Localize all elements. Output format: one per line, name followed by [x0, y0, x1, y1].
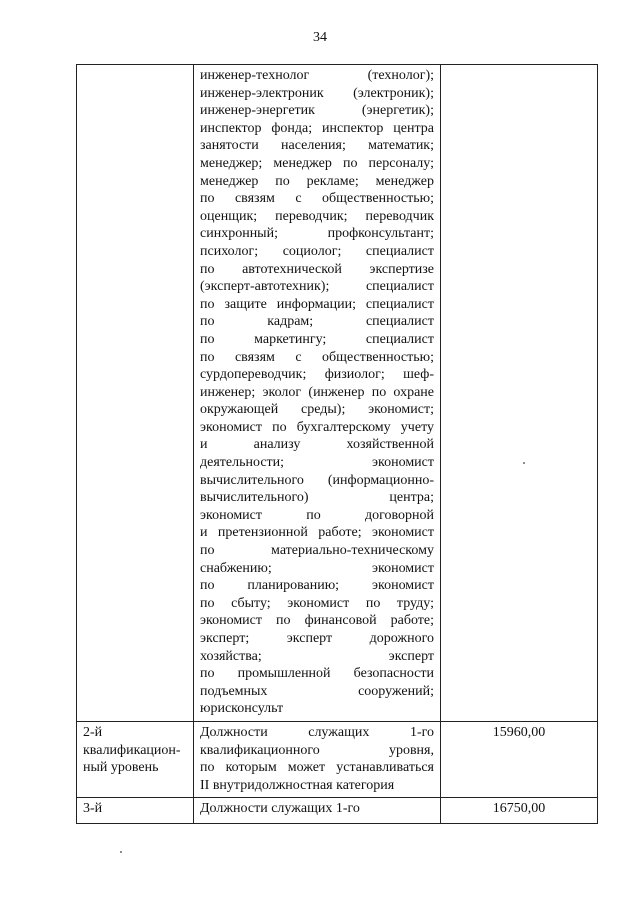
qualification-level-text	[83, 724, 187, 777]
text-line: квалификационного уровня,	[200, 742, 434, 758]
text-line: Должности служащих 1-го	[200, 724, 434, 740]
text-line: деятельности; экономист	[200, 455, 434, 471]
text-line: по сбыту; экономист по труду;	[200, 595, 434, 611]
table-row	[77, 798, 598, 824]
text-line: по защите информации; специалист	[200, 296, 434, 312]
salary-amount: 15960,00	[492, 724, 546, 740]
salary-amount-cell	[441, 798, 598, 824]
text-line: инспектор фонда; инспектор центра	[200, 120, 434, 136]
qualification-level-cell	[77, 798, 194, 824]
text-line: II внутридолжностная категория	[200, 777, 395, 793]
text-line: по планированию; экономист	[200, 578, 434, 594]
text-line: экономист по договорной	[200, 507, 434, 523]
text-line: эксперт; эксперт дорожного	[200, 631, 434, 646]
text-line: экономист по бухгалтерскому учету	[200, 419, 434, 435]
text-line: по автотехнической экспертизе	[200, 261, 434, 277]
text-line: по которым может устанавливаться	[200, 760, 434, 776]
salary-table	[76, 64, 598, 824]
text-line: Должности служащих 1-го	[200, 801, 360, 817]
scan-speck	[120, 851, 122, 853]
positions-cell	[194, 721, 441, 797]
text-line: вычислительного) центра;	[200, 490, 434, 506]
table-row	[77, 65, 598, 722]
salary-amount: 16750,00	[492, 801, 546, 817]
text-line: 3-й	[83, 801, 103, 817]
text-line: по связям с общественностью;	[200, 349, 434, 365]
text-line: по материально-техническому	[200, 543, 434, 559]
text-line: ный уровень	[83, 760, 159, 776]
qualification-level-cell	[77, 65, 194, 722]
text-line: занятости населения; математик;	[200, 138, 434, 154]
text-line: и анализу хозяйственной	[200, 437, 434, 453]
text-line: окружающей среды); экономист;	[200, 402, 434, 418]
text-line: по промышленной безопасности	[200, 666, 434, 682]
text-line: синхронный; профконсультант;	[200, 226, 434, 242]
table-row	[77, 721, 598, 797]
positions-text	[200, 724, 434, 794]
text-line: инженер-технолог (технолог);	[200, 68, 434, 83]
text-line: инженер-электроник (электроник);	[200, 85, 434, 101]
text-line: (эксперт-автотехник); специалист	[200, 279, 434, 295]
positions-cell	[194, 65, 441, 722]
text-line: менеджер по рекламе; менеджер	[200, 173, 434, 189]
text-line: снабжению; экономист	[200, 560, 434, 576]
qualification-level-cell	[77, 721, 194, 797]
scan-speck	[523, 462, 525, 464]
salary-amount-cell	[441, 65, 598, 722]
positions-text	[200, 67, 434, 718]
text-line: оценщик; переводчик; переводчик	[200, 208, 434, 224]
text-line: менеджер; менеджер по персоналу;	[200, 155, 434, 171]
positions-cell	[194, 798, 441, 824]
page-number: 34	[313, 30, 327, 45]
text-line: экономист по финансовой работе;	[200, 613, 434, 629]
text-line: инженер-энергетик (энергетик);	[200, 103, 434, 119]
text-line: вычислительного (информационно-	[200, 472, 434, 488]
salary-amount-cell	[441, 721, 598, 797]
text-line: и претензионной работе; экономист	[200, 525, 434, 541]
text-line: квалификацион-	[83, 742, 181, 758]
positions-text	[200, 800, 434, 818]
qualification-level-text	[83, 800, 187, 818]
text-line: по маркетингу; специалист	[200, 331, 434, 347]
text-line: сурдопереводчик; физиолог; шеф-	[200, 367, 434, 383]
text-line: психолог; социолог; специалист	[200, 243, 434, 259]
text-line: 2-й	[83, 724, 103, 740]
text-line: юрисконсульт	[200, 701, 284, 717]
text-line: хозяйства; эксперт	[200, 648, 434, 664]
text-line: инженер; эколог (инженер по охране	[200, 384, 434, 400]
text-line: по связям с общественностью;	[200, 191, 434, 207]
text-line: подъемных сооружений;	[200, 683, 434, 699]
text-line: по кадрам; специалист	[200, 314, 434, 330]
